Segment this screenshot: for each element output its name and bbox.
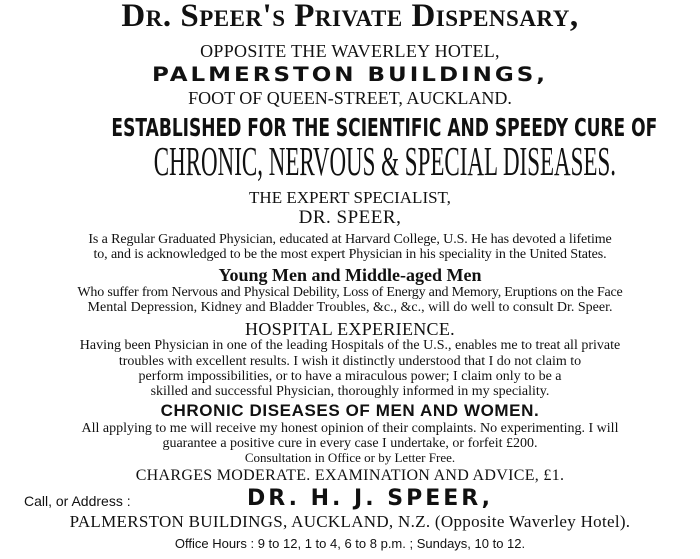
chronic-line-1: All applying to me will receive my honest opinion of their complaints. No experimenting. I will [81, 421, 619, 436]
charges-line: CHARGES MODERATE. EXAMINATION AND ADVICE, £1. [135, 467, 565, 484]
call-label: Call, or Address : [24, 493, 131, 509]
specialist-line: THE EXPERT SPECIALIST, [249, 188, 451, 207]
street-line: FOOT OF QUEEN-STREET, AUCKLAND. [188, 88, 512, 108]
address-name: DR. H. J. SPEER, [247, 486, 493, 511]
hospital-line-3: perform impossibilities, or to have a miraculous power; I claim only to be a [138, 369, 562, 384]
building-name: PALMERSTON BUILDINGS, [151, 64, 549, 87]
credentials-line-2: to, and is acknowledged to be the most expert Physician in his speciality in the United States. [93, 247, 607, 262]
purpose-line: ESTABLISHED FOR THE SCIENTIFIC AND SPEEDY CURE OF [111, 113, 658, 142]
location-line: OPPOSITE THE WAVERLEY HOTEL, [200, 41, 500, 61]
audience-line-2: Mental Depression, Kidney and Bladder Troubles, &c., &c., will do well to consult Dr. Speer. [87, 300, 613, 315]
hospital-line-2: troubles with excellent results. I wish it distinctly understood that I do not claim to [118, 354, 582, 369]
consultation-line: Consultation in Office or by Letter Free. [244, 450, 456, 465]
hospital-line-1: Having been Physician in one of the leading Hospitals of the U.S., enables me to treat all private [79, 338, 621, 353]
office-hours: Office Hours : 9 to 12, 1 to 4, 6 to 8 p.m. ; Sundays, 10 to 12. [174, 536, 526, 551]
credentials-line-1: Is a Regular Graduated Physician, educated at Harvard College, U.S. He has devoted a lifetime [88, 232, 612, 247]
hospital-line-4: skilled and successful Physician, thoroughly informed in my speciality. [150, 384, 550, 399]
doctor-name: DR. SPEER, [298, 207, 402, 228]
audience-heading: Young Men and Middle-aged Men [218, 265, 482, 285]
audience-line-1: Who suffer from Nervous and Physical Debility, Loss of Energy and Memory, Eruptions on the Face [77, 285, 623, 300]
chronic-heading: CHRONIC DISEASES OF MEN AND WOMEN. [160, 401, 540, 420]
headline: Dr. Speer's Private Dispensary, [121, 0, 579, 34]
chronic-line-2: guarantee a positive cure in every case I undertake, or forfeit £200. [162, 436, 538, 451]
diseases-line: CHRONIC, NERVOUS & SPECIAL DISEASES. [153, 138, 616, 184]
hospital-heading: HOSPITAL EXPERIENCE. [245, 319, 455, 339]
address-line: PALMERSTON BUILDINGS, AUCKLAND, N.Z. (Opposite Waverley Hotel). [69, 512, 631, 531]
